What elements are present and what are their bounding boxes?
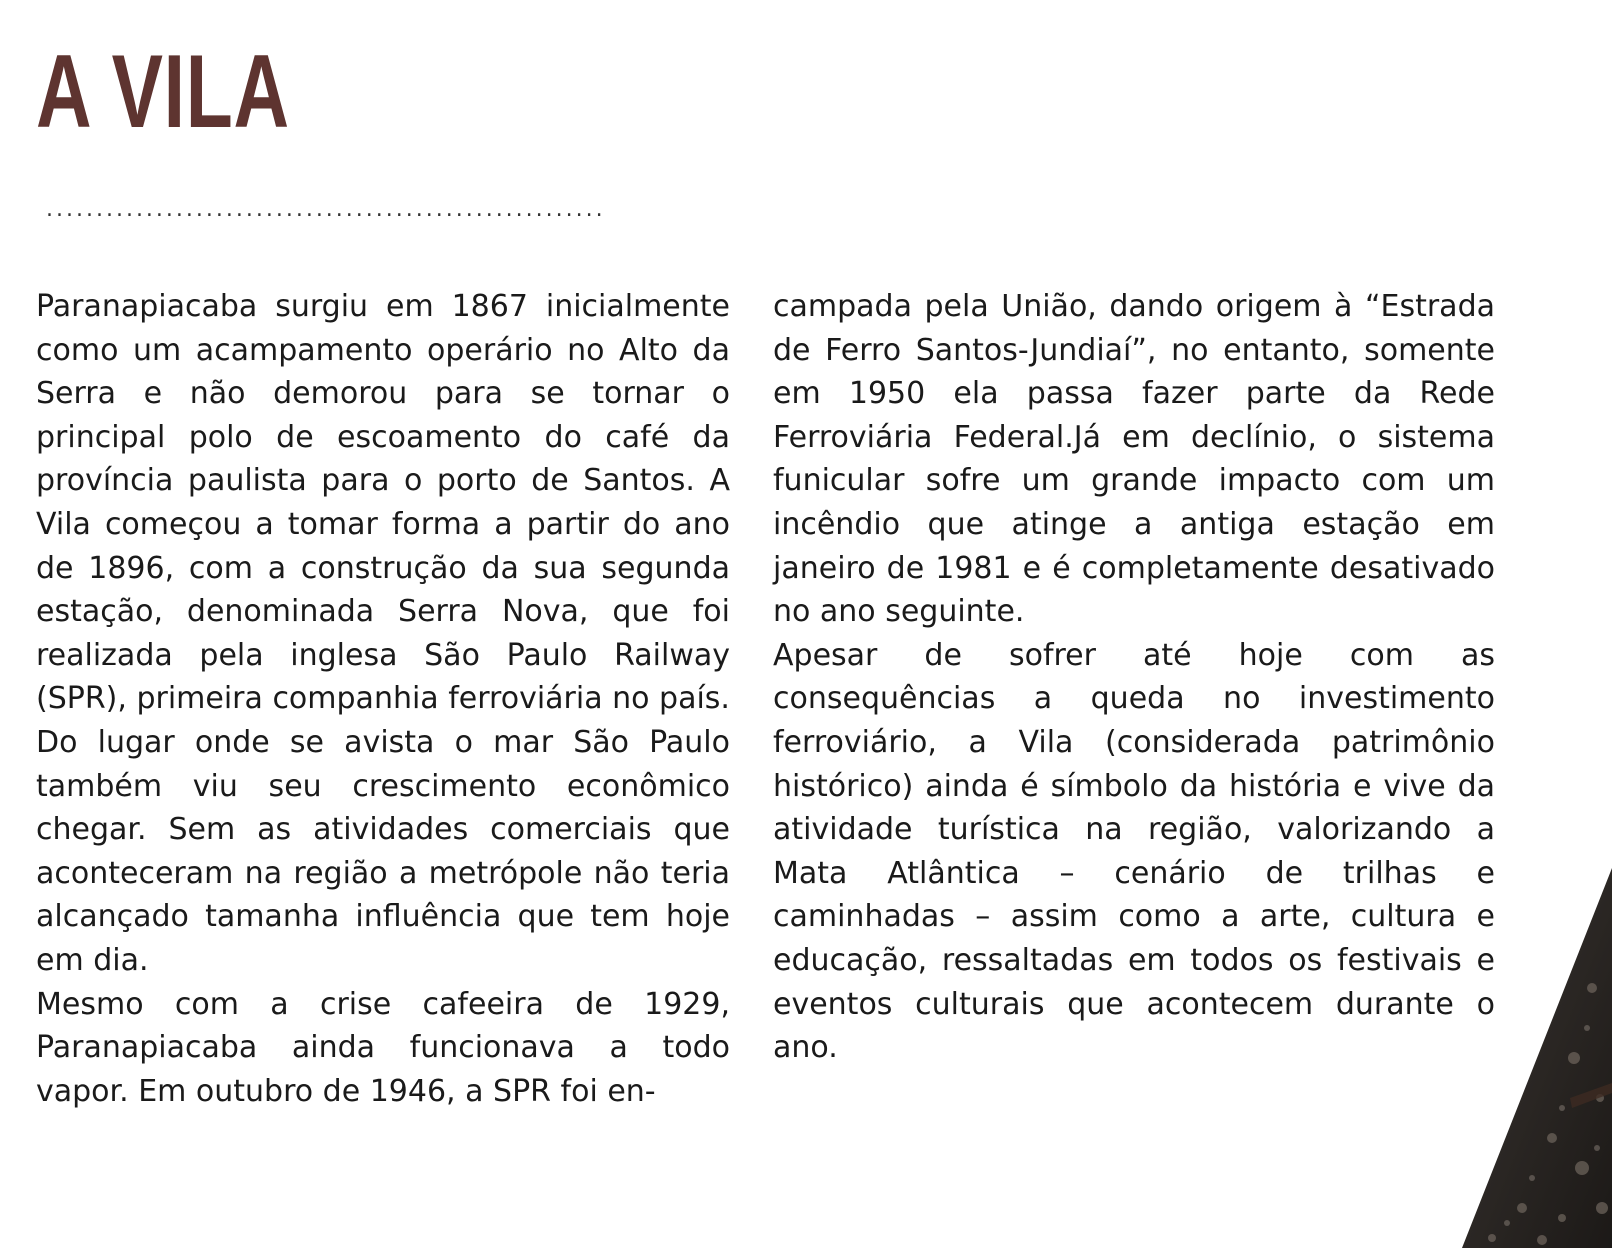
paragraph: Apesar de sofrer até hoje com as consequências a queda no investimento ferroviário, a Vila (considerada patrimônio histórico) ainda é símbolo da história e vive da atividade turística na região, valorizando a Mata Atlântica – cenário de trilhas e caminhadas – assim como a arte, cultura e educação, ressaltadas em todos os festivais e eventos culturais que acontecem durante o ano. <box>773 637 1495 1066</box>
paragraph: Do lugar onde se avista o mar São Paulo também viu seu crescimento econômico chegar. Sem as atividades comerciais que aconteceram na região a metrópole não teria alcançado tamanha influência que tem hoje em dia. <box>36 724 730 978</box>
page-title: A VILA <box>36 34 290 150</box>
text-column-right <box>773 285 1495 1070</box>
photo-corner-image <box>1462 868 1612 1248</box>
text-column-left <box>36 285 730 1113</box>
paragraph: Paranapiacaba surgiu em 1867 inicialmente como um acampamento operário no Alto da Serra e não demorou para se tornar o principal polo de escoamento do café da província paulista para o porto de Santos. A Vila começou a tomar forma a partir do ano de 1896, com a construção da sua segunda estação, denominada Serra Nova, que foi realizada pela inglesa São Paulo Railway (SPR), primeira companhia ferroviária no país. <box>36 289 730 717</box>
paragraph: Mesmo com a crise cafeeira de 1929, Paranapiacaba ainda funcionava a todo vapor. Em outubro de 1946, a SPR foi en- <box>36 986 730 1109</box>
dotted-divider: ........................................................ <box>46 198 606 222</box>
paragraph: campada pela União, dando origem à “Estrada de Ferro Santos-Jundiaí”, no entanto, somente em 1950 ela passa fazer parte da Rede Ferroviária Federal.Já em declínio, o sistema funicular sofre um grande impacto com um incêndio que atinge a antiga estação em janeiro de 1981 e é completamente desativado no ano seguinte. <box>773 289 1495 630</box>
